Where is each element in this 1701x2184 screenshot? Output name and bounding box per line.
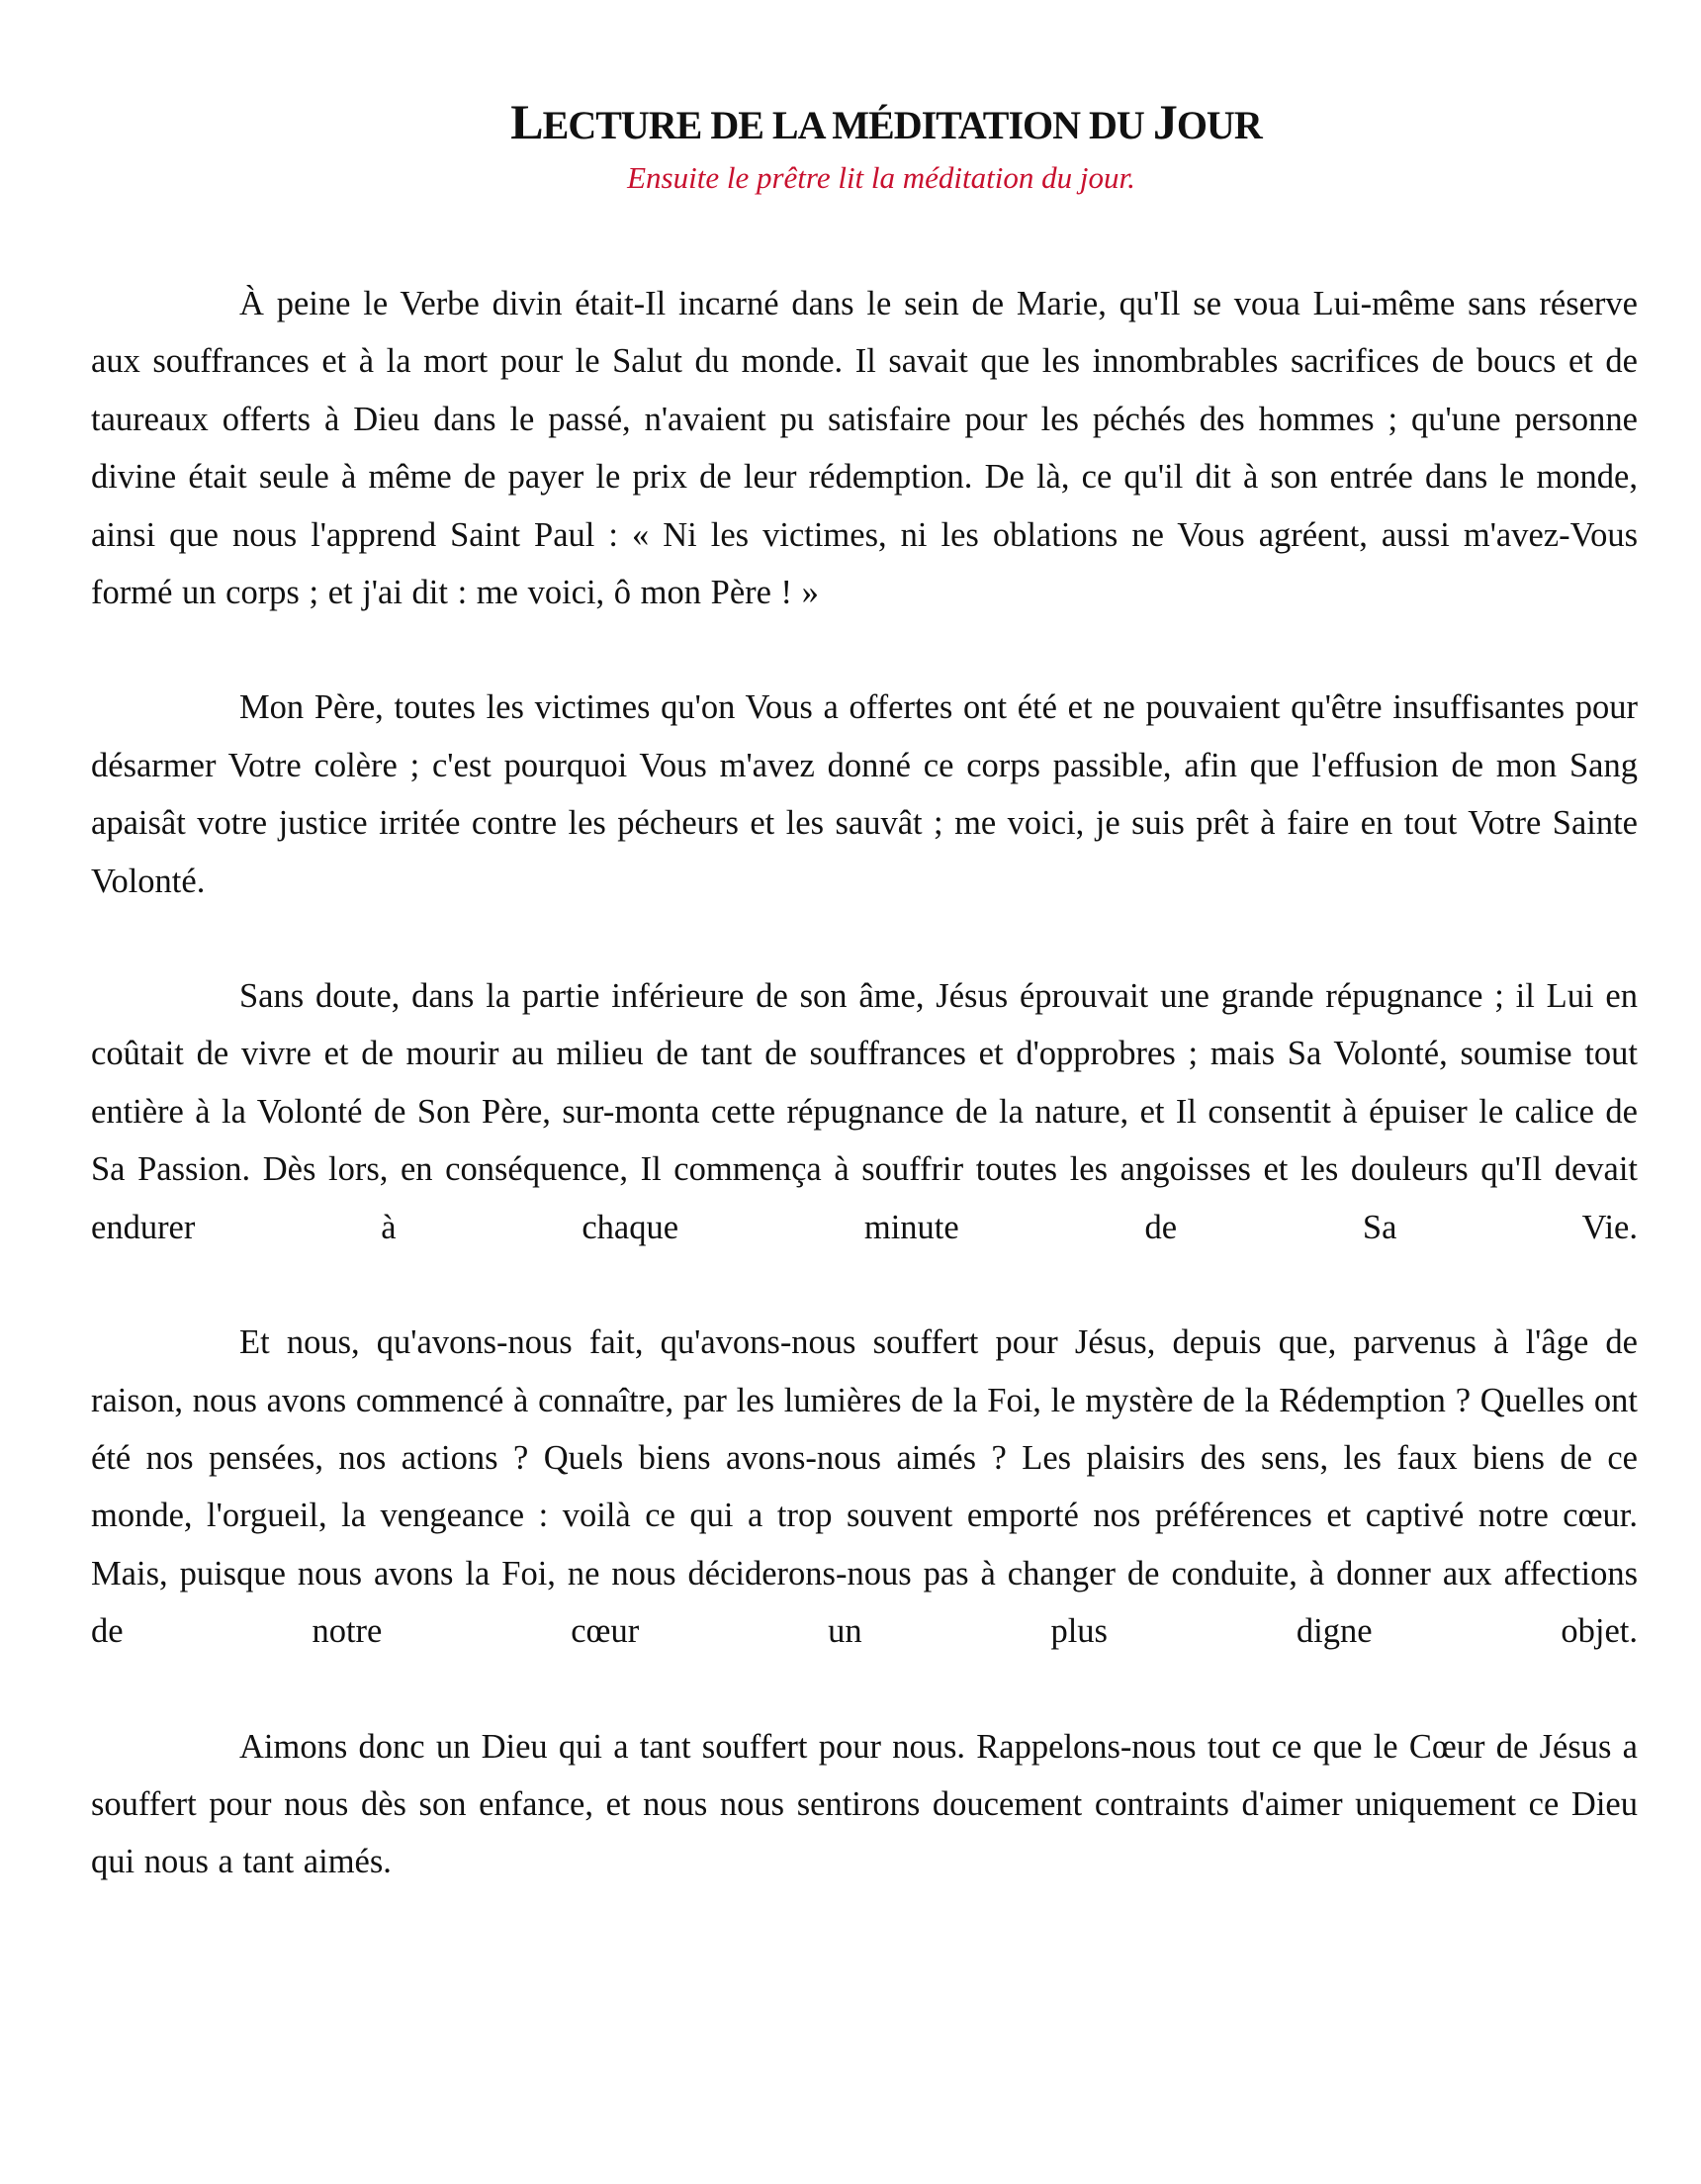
rubric-subtitle: Ensuite le prêtre lit la méditation du jour. [627,160,1135,195]
title-initial-l: L [510,94,543,149]
paragraph-5: Aimons donc un Dieu qui a tant souffert pour nous. Rappelons-nous tout ce que le Cœur de Jésus a souffert pour nous dès son enfance, et nous nous sentirons doucement contraints d'aimer uniquement ce Dieu qui nous a tant aimés. [91,1727,1638,1881]
meditation-body [91,275,1638,1891]
paragraph-2: Mon Père, toutes les victimes qu'on Vous a offertes ont été et ne pouvaient qu'être insuffisantes pour désarmer Votre colère ; c'est pourquoi Vous m'avez donné ce corps passible, afin que l'effusion de mon Sang apaisât votre justice irritée contre les pécheurs et les sauvât ; me voici, je suis prêt à faire en tout Votre Sainte Volonté. [91,688,1638,900]
title-initial-j: J [1152,94,1177,149]
page-title [91,91,1638,156]
title-part-our: OUR [1176,103,1262,147]
title-part-ecture: ECTURE DE LA MÉDITATION DU [542,103,1153,147]
paragraph-4: Et nous, qu'avons-nous fait, qu'avons-nous souffert pour Jésus, depuis que, parvenus à l'âge de raison, nous avons commencé à connaître, par les lumières de la Foi, le mystère de la Rédemption ? Quelles ont été nos pensées, nos actions ? Quels biens avons-nous aimés ? Les plaisirs des sens, les faux biens de ce monde, l'orgueil, la vengeance : voilà ce qui a trop souvent emporté nos préférences et captivé notre cœur. Mais, puisque nous avons la Foi, ne nous déciderons-nous pas à changer de conduite, à donner aux affections de notre cœur un plus digne objet. [91,1323,1638,1651]
document-page [91,91,1638,1949]
paragraph-1: À peine le Verbe divin était-Il incarné dans le sein de Marie, qu'Il se voua Lui-même sans réserve aux souffrances et à la mort pour le Salut du monde. Il savait que les innombrables sacrifices de boucs et de taureaux offerts à Dieu dans le passé, n'avaient pu satisfaire pour les péchés des hommes ; qu'une personne divine était seule à même de payer le prix de leur rédemption. De là, ce qu'il dit à son entrée dans le monde, ainsi que nous l'apprend Saint Paul : « Ni les victimes, ni les oblations ne Vous agréent, aussi m'avez-Vous formé un corps ; et j'ai dit : me voici, ô mon Père ! » [91,285,1638,612]
paragraph-3: Sans doute, dans la partie inférieure de son âme, Jésus éprouvait une grande répugnance ; il Lui en coûtait de vivre et de mourir au milieu de tant de souffrances et d'opprobres ; mais Sa Volonté, soumise tout entière à la Volonté de Son Père, sur-monta cette répugnance de la nature, et Il consentit à épuiser le calice de Sa Passion. Dès lors, en conséquence, Il commença à souffrir toutes les angoisses et les douleurs qu'Il devait endurer à chaque minute de Sa Vie. [91,977,1638,1246]
